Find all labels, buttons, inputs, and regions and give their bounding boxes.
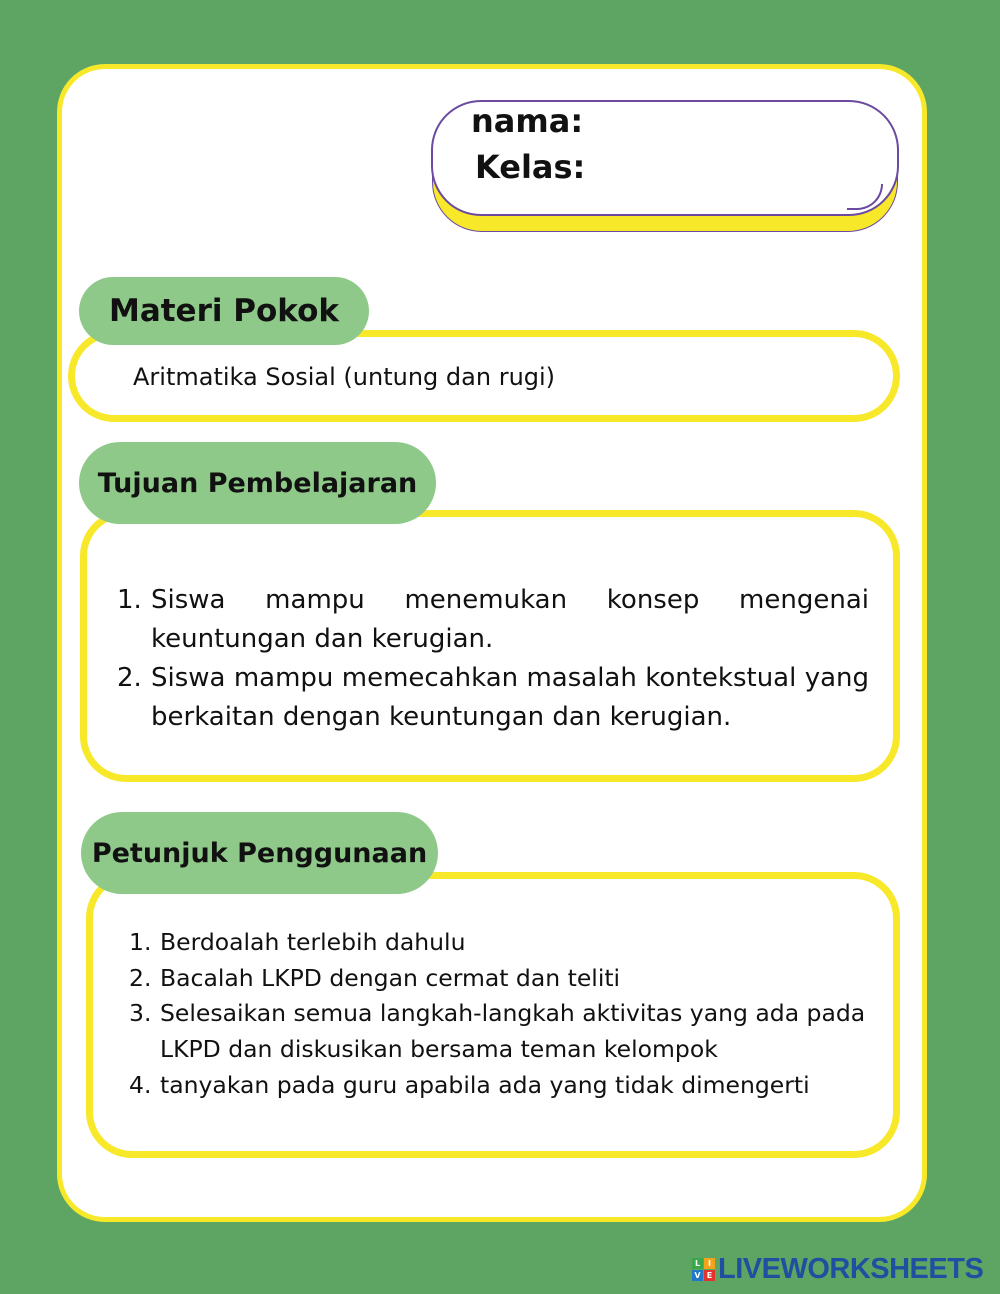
- petunjuk-list: [129, 925, 869, 1104]
- name-class-box[interactable]: [431, 100, 899, 216]
- list-text: Bacalah LKPD dengan cermat dan teliti: [160, 963, 621, 992]
- list-number: 4.: [129, 1070, 152, 1099]
- tujuan-box: [80, 510, 900, 782]
- list-text: tanyakan pada guru apabila ada yang tidak dimengerti: [160, 1070, 810, 1099]
- list-item: [129, 961, 869, 997]
- liveworksheets-logo-icon: [692, 1258, 715, 1281]
- logo-letter: V: [692, 1270, 703, 1281]
- list-item: [117, 659, 869, 737]
- tujuan-title-text: Tujuan Pembelajaran: [97, 467, 418, 499]
- list-item: [129, 996, 869, 1067]
- logo-letter: I: [704, 1258, 715, 1269]
- list-number: 2.: [129, 963, 152, 992]
- materi-title-text: Materi Pokok: [108, 293, 340, 329]
- list-text: Siswa mampu menemukan konsep mengenai keuntungan dan kerugian.: [151, 585, 869, 654]
- list-number: 3.: [129, 999, 152, 1028]
- petunjuk-title-text: Petunjuk Penggunaan: [91, 837, 428, 869]
- logo-letter: L: [692, 1258, 703, 1269]
- list-text: Berdoalah terlebih dahulu: [160, 928, 466, 956]
- list-number: 2.: [117, 663, 142, 693]
- logo-letter: E: [704, 1270, 715, 1281]
- list-number: 1.: [117, 585, 142, 615]
- list-item: [129, 1068, 869, 1104]
- tujuan-title: [79, 442, 436, 524]
- list-item: [117, 581, 869, 659]
- liveworksheets-watermark[interactable]: [692, 1254, 983, 1284]
- materi-title: [79, 277, 369, 345]
- petunjuk-box: [86, 872, 900, 1158]
- list-item: [129, 925, 869, 961]
- list-number: 1.: [129, 928, 152, 956]
- list-text: Selesaikan semua langkah-langkah aktivitas yang ada pada LKPD dan diskusikan bersama teman kelompok: [160, 999, 866, 1064]
- decorative-curl: [847, 184, 883, 210]
- list-text: Siswa mampu memecahkan masalah kontekstual yang berkaitan dengan keuntungan dan kerugian.: [151, 663, 869, 732]
- name-label: nama:: [471, 102, 584, 140]
- class-label: Kelas:: [475, 148, 586, 186]
- petunjuk-title: [81, 812, 438, 894]
- watermark-text: LIVEWORKSHEETS: [718, 1252, 984, 1285]
- materi-text: Aritmatika Sosial (untung dan rugi): [133, 363, 556, 391]
- tujuan-list: [117, 581, 869, 737]
